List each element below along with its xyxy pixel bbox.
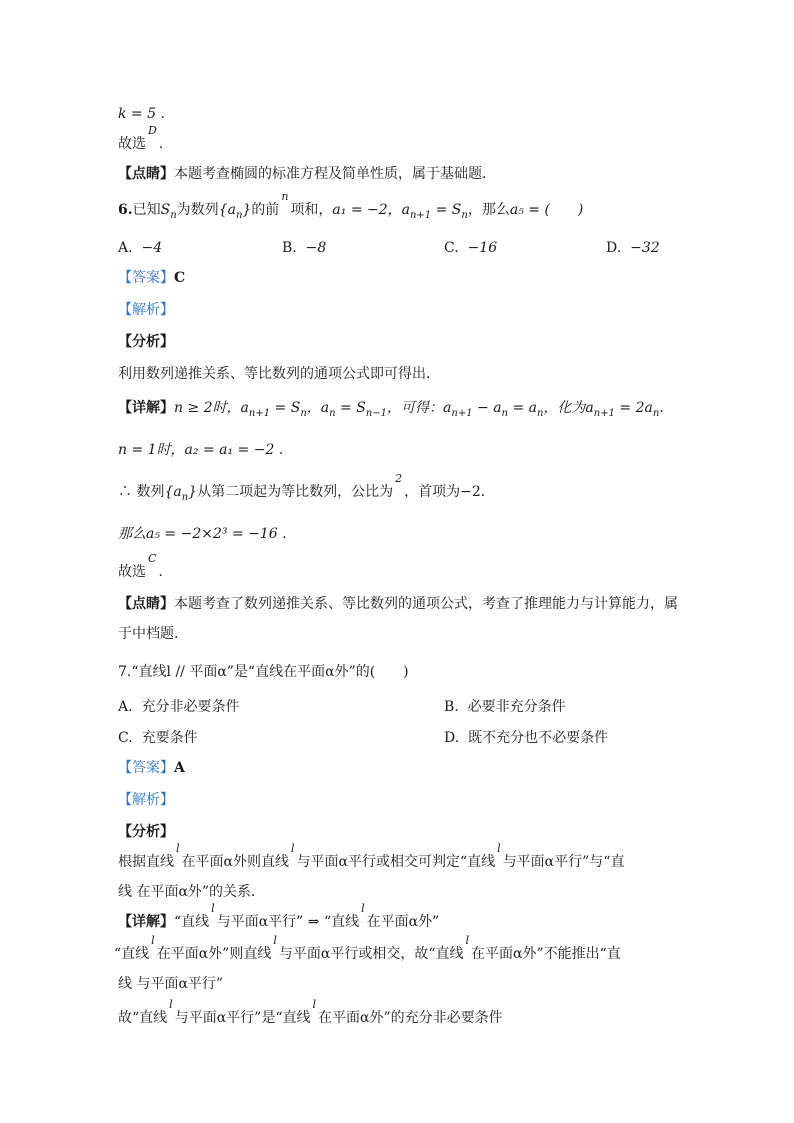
math: } [188, 484, 198, 500]
sub: n+1 [593, 407, 615, 419]
q6-math: {a [218, 202, 236, 218]
q6-text: 已知 [132, 202, 161, 218]
option-value: 充分非必要条件 [141, 699, 240, 715]
choose-letter: D [148, 124, 157, 137]
question-7: 7.“直线l // 平面α”是“直线在平面α外”的( ) [118, 664, 409, 680]
answer-tag: 【答案】 [118, 270, 174, 286]
q6-math: S [160, 202, 171, 218]
fenxi-text-6: 利用数列递推关系、等比数列的通项公式即可得出． [118, 366, 440, 382]
detail-tag: 【详解】 [118, 400, 174, 416]
sub: n [501, 407, 508, 419]
q6-option-d [606, 238, 660, 258]
detail-6-line-2: n = 1时，a₂ = a₁ = −2 . [118, 442, 284, 458]
option-label: D. [444, 730, 460, 746]
option-value: −32 [630, 240, 660, 256]
text: “直线 [174, 914, 210, 930]
text: 与平面α平行或相交，故“直线 [278, 946, 464, 962]
detail-7-line-3: 线 与平面α平行” [118, 976, 224, 992]
q6-text: 为数列 [176, 202, 219, 218]
text: 从第二项起为等比数列，公比为 [197, 484, 394, 500]
choose-text: 故选 [118, 564, 146, 580]
sup: l [169, 998, 173, 1011]
option-label: C. [444, 240, 459, 256]
math: ，a [306, 400, 330, 416]
note-line-6b: 于中档题． [118, 626, 188, 642]
math: n ≥ 2时，a [174, 400, 249, 416]
text: 在平面α外则直线 [181, 854, 289, 870]
q6-text: 的前 [251, 202, 280, 218]
text: 与平面α平行或相交可判定“直线 [296, 854, 496, 870]
detail-tag: 【详解】 [118, 914, 174, 930]
text: 与平面α平行”是“直线 [174, 1010, 311, 1026]
text: “直线 [114, 946, 150, 962]
option-value: −8 [305, 240, 327, 256]
text: 与平面α平行”与“直 [502, 854, 625, 870]
answer-value: C [174, 270, 186, 286]
q7-option-c [118, 728, 198, 748]
option-value: 充要条件 [141, 730, 198, 746]
sup: 2 [395, 472, 403, 485]
note-text: 本题考查椭圆的标准方程及简单性质，属于基础题． [174, 166, 496, 182]
q6-sub: n+1 [409, 209, 432, 221]
sub: n [536, 407, 544, 419]
sup: l [312, 998, 317, 1011]
sup: l [273, 934, 277, 947]
answer-tag: 【答案】 [118, 760, 174, 776]
option-label: D. [606, 240, 622, 256]
sub: n+1 [451, 407, 473, 419]
equation-k-5: k = 5 . [118, 106, 165, 122]
sup: l [291, 842, 295, 855]
text: 根据直线 [118, 854, 174, 870]
note-line-6 [118, 594, 678, 614]
q6-math: } [242, 202, 252, 218]
q6-text: 项和， [290, 202, 333, 218]
analysis-tag-6: 【解析】 [118, 302, 174, 318]
option-value: −4 [141, 240, 163, 256]
math: = S [270, 400, 301, 416]
text: 在平面α外”的充分非必要条件 [318, 1010, 503, 1026]
math: ，化为a [543, 400, 594, 416]
answer-6 [118, 268, 185, 288]
text: 与平面α平行” ⇒ “直线 [216, 914, 360, 930]
detail-7-line-1 [118, 902, 440, 933]
detail-7-line-2 [114, 934, 621, 965]
q6-option-c [444, 238, 497, 258]
q6-text: ，那么 [467, 202, 510, 218]
note-tag: 【点睛】 [118, 596, 174, 612]
choose-text: 故选 [118, 136, 146, 152]
choose-line-d: 故选$^D$. [118, 124, 164, 152]
q6-sup: n [281, 190, 289, 203]
sub: n [652, 407, 660, 419]
math: = 2a [614, 400, 653, 416]
math: = a [508, 400, 537, 416]
q6-math: = S [431, 202, 462, 218]
option-value: 必要非充分条件 [467, 699, 566, 715]
detail-7-line-4 [118, 998, 503, 1029]
q7-option-d [444, 728, 608, 748]
sub: n+1 [248, 407, 271, 419]
text: 在平面α外”不能推出“直 [471, 946, 621, 962]
q6-sub: n [235, 209, 243, 221]
note-tag: 【点睛】 [118, 166, 174, 182]
option-value: 既不充分也不必要条件 [468, 730, 609, 746]
note-line-5 [118, 164, 496, 184]
math: = S [335, 400, 366, 416]
q6-math: a₅ = ( ) [509, 202, 584, 218]
note-text: 本题考查了数列递推关系、等比数列的通项公式，考查了推理能力与计算能力，属 [174, 596, 678, 612]
answer-7 [118, 758, 185, 778]
sub: n [181, 491, 189, 503]
option-label: B. [444, 699, 459, 715]
question-6 [118, 190, 584, 226]
choose-letter: C [148, 552, 157, 565]
sup: l [465, 934, 470, 947]
q6-option-b [282, 238, 326, 258]
detail-6-line-3 [118, 472, 495, 508]
sup: l [497, 842, 501, 855]
fenxi-tag-7: 【分析】 [118, 824, 174, 840]
fenxi-7-line-1 [118, 842, 625, 873]
option-label: A. [118, 699, 133, 715]
sup: l [151, 934, 155, 947]
math: − a [472, 400, 502, 416]
option-label: B. [282, 240, 297, 256]
q6-sub: n [461, 209, 468, 221]
sup: l [361, 902, 365, 915]
sup: l [176, 842, 180, 855]
analysis-tag-7: 【解析】 [118, 792, 174, 808]
q6-option-a [118, 238, 162, 258]
q6-sub: n [170, 209, 177, 221]
q6-math: a₁ = −2，a [332, 202, 410, 218]
fenxi-7-line-2: 线 在平面α外”的关系． [118, 884, 266, 900]
sub: n [329, 407, 336, 419]
option-label: C. [118, 730, 133, 746]
math: ，可得：a [387, 400, 452, 416]
sub: n−1 [365, 407, 388, 419]
text: 在平面α外”则直线 [156, 946, 272, 962]
option-label: A. [118, 240, 133, 256]
text: ． [659, 400, 674, 416]
choose-line-c: 故选$^C$. [118, 552, 163, 580]
option-value: −16 [467, 240, 498, 256]
math: {a [164, 484, 182, 500]
answer-value: A [174, 760, 185, 776]
detail-6-line-1 [118, 398, 673, 424]
sup: l [211, 902, 215, 915]
q7-option-b [444, 697, 566, 717]
text: 在平面α外” [366, 914, 440, 930]
sub: n [300, 407, 307, 419]
text: ∴ 数列 [118, 484, 165, 500]
detail-6-line-4: 那么a₅ = −2×2³ = −16 . [118, 526, 287, 542]
text: 故“直线 [118, 1010, 168, 1026]
question-number: 6. [118, 202, 133, 218]
text: ，首项为−2． [404, 484, 495, 500]
q7-option-a [118, 697, 239, 717]
fenxi-tag-6: 【分析】 [118, 334, 174, 350]
